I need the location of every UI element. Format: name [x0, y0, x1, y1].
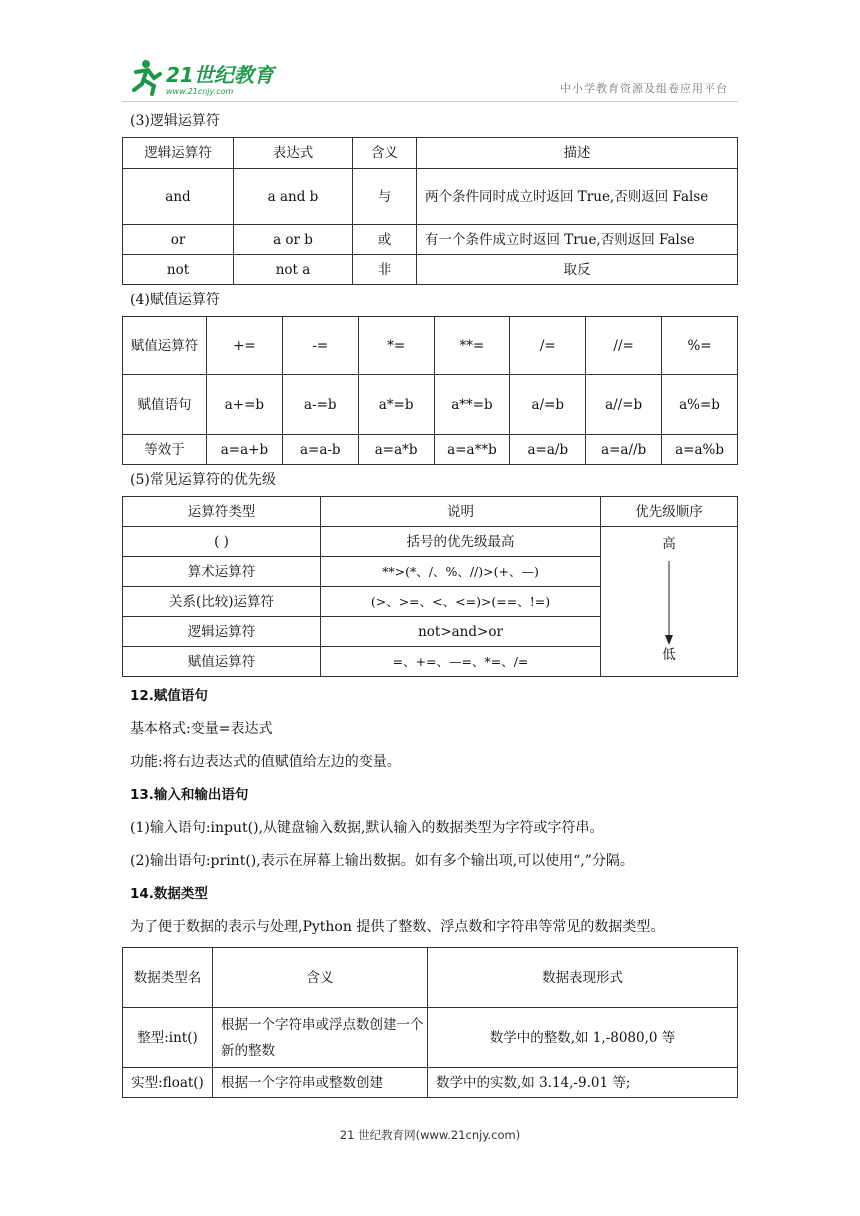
- statement-cell: a//=b: [586, 375, 662, 435]
- document-content: [122, 106, 740, 1098]
- table-cell: 非: [353, 255, 417, 285]
- equivalent-cell: a=a*b: [358, 435, 434, 465]
- table-header-cell: 描述: [417, 138, 738, 169]
- priority-low-label: 低: [662, 647, 676, 663]
- priority-high-label: 高: [662, 536, 676, 552]
- section-12-title: 12.赋值语句: [130, 688, 208, 704]
- section-14-intro: 为了便于数据的表示与处理,Python 提供了整数、浮点数和字符串等常见的数据类型。: [130, 919, 665, 935]
- table-cell: (>、>=、<、<=)>(==、!=): [321, 587, 601, 617]
- priority-heading: (5)常见运算符的优先级: [130, 472, 276, 488]
- section-13-output: (2)输出语句:print(),表示在屏幕上输出数据。如有多个输出项,可以使用“,”分隔。: [130, 853, 634, 869]
- table-row: [123, 1068, 738, 1098]
- statement-cell: a**=b: [434, 375, 510, 435]
- table-header-cell: 逻辑运算符: [123, 138, 234, 169]
- table-cell: not: [123, 255, 234, 285]
- table-cell: =、+=、—=、*=、/=: [321, 647, 601, 677]
- table-row: [123, 948, 738, 1008]
- table-cell: 有一个条件成立时返回 True,否则返回 False: [417, 225, 738, 255]
- statement-cell: a/=b: [510, 375, 586, 435]
- runner-logo-icon: [128, 58, 288, 98]
- table-cell: a and b: [234, 169, 353, 225]
- down-arrow-icon: [664, 561, 674, 645]
- table-header-cell: 优先级顺序: [601, 497, 738, 527]
- page-footer: 21 世纪教育网(www.21cnjy.com): [339, 1128, 521, 1142]
- op-cell: **=: [434, 317, 510, 375]
- statement-cell: a*=b: [358, 375, 434, 435]
- page-header: [0, 0, 860, 108]
- op-cell: *=: [358, 317, 434, 375]
- priority-table: [122, 496, 738, 677]
- section-12-function: 功能:将右边表达式的值赋值给左边的变量。: [130, 754, 401, 770]
- table-header-cell: 说明: [321, 497, 601, 527]
- table-cell: 与: [353, 169, 417, 225]
- equivalent-cell: a=a**b: [434, 435, 510, 465]
- header-divider: [122, 101, 738, 102]
- table-row: [123, 375, 738, 435]
- logic-ops-table: [122, 137, 738, 285]
- logic-ops-heading: (3)逻辑运算符: [130, 113, 220, 129]
- table-row: [123, 527, 738, 557]
- table-cell: and: [123, 169, 234, 225]
- row-label: 等效于: [123, 435, 207, 465]
- table-cell: 或: [353, 225, 417, 255]
- data-types-table: [122, 947, 738, 1098]
- table-row: [123, 1008, 738, 1068]
- table-row: [123, 169, 738, 225]
- table-header-cell: 运算符类型: [123, 497, 321, 527]
- table-header-cell: 含义: [353, 138, 417, 169]
- op-cell: -=: [282, 317, 358, 375]
- table-cell: 逻辑运算符: [123, 617, 321, 647]
- statement-cell: a-=b: [282, 375, 358, 435]
- table-cell: 根据一个字符串或浮点数创建一个新的整数: [213, 1008, 428, 1068]
- table-cell: ( ): [123, 527, 321, 557]
- priority-order-cell: [601, 527, 738, 677]
- row-label: 赋值语句: [123, 375, 207, 435]
- table-header-cell: 数据表现形式: [428, 948, 738, 1008]
- table-cell: 算术运算符: [123, 557, 321, 587]
- equivalent-cell: a=a//b: [586, 435, 662, 465]
- svg-text:21世纪教育: 21世纪教育: [166, 63, 274, 87]
- table-cell: 整型:int(): [123, 1008, 213, 1068]
- statement-cell: a%=b: [662, 375, 738, 435]
- table-cell: 两个条件同时成立时返回 True,否则返回 False: [417, 169, 738, 225]
- table-cell: not>and>or: [321, 617, 601, 647]
- table-header-cell: 数据类型名: [123, 948, 213, 1008]
- table-cell: not a: [234, 255, 353, 285]
- assign-ops-table: [122, 316, 738, 465]
- op-cell: %=: [662, 317, 738, 375]
- section-13-input: (1)输入语句:input(),从键盘输入数据,默认输入的数据类型为字符或字符串。: [130, 820, 604, 836]
- table-cell: 赋值运算符: [123, 647, 321, 677]
- equivalent-cell: a=a/b: [510, 435, 586, 465]
- row-label: 赋值运算符: [123, 317, 207, 375]
- table-row: [123, 497, 738, 527]
- table-cell: 数学中的实数,如 3.14,-9.01 等;: [428, 1068, 738, 1098]
- table-row: [123, 435, 738, 465]
- op-cell: /=: [510, 317, 586, 375]
- logo: [128, 58, 288, 98]
- table-cell: 括号的优先级最高: [321, 527, 601, 557]
- equivalent-cell: a=a-b: [282, 435, 358, 465]
- svg-text:www.21cnjy.com: www.21cnjy.com: [166, 87, 234, 96]
- table-cell: 实型:float(): [123, 1068, 213, 1098]
- table-cell: 取反: [417, 255, 738, 285]
- table-cell: 数学中的整数,如 1,-8080,0 等: [428, 1008, 738, 1068]
- section-12-format: 基本格式:变量=表达式: [130, 721, 273, 737]
- assign-ops-heading: (4)赋值运算符: [130, 292, 220, 308]
- table-row: [123, 225, 738, 255]
- section-14-title: 14.数据类型: [130, 886, 208, 902]
- table-cell: a or b: [234, 225, 353, 255]
- table-cell: 关系(比较)运算符: [123, 587, 321, 617]
- table-cell: 根据一个字符串或整数创建: [213, 1068, 428, 1098]
- equivalent-cell: a=a%b: [662, 435, 738, 465]
- table-cell: **>(*、/、%、//)>(+、—): [321, 557, 601, 587]
- table-row: [123, 255, 738, 285]
- table-cell: or: [123, 225, 234, 255]
- platform-name: 中小学教育资源及组卷应用平台: [560, 82, 728, 95]
- op-cell: //=: [586, 317, 662, 375]
- table-row: [123, 317, 738, 375]
- statement-cell: a+=b: [207, 375, 283, 435]
- table-header-cell: 表达式: [234, 138, 353, 169]
- equivalent-cell: a=a+b: [207, 435, 283, 465]
- table-header-cell: 含义: [213, 948, 428, 1008]
- op-cell: +=: [207, 317, 283, 375]
- section-13-title: 13.输入和输出语句: [130, 787, 249, 803]
